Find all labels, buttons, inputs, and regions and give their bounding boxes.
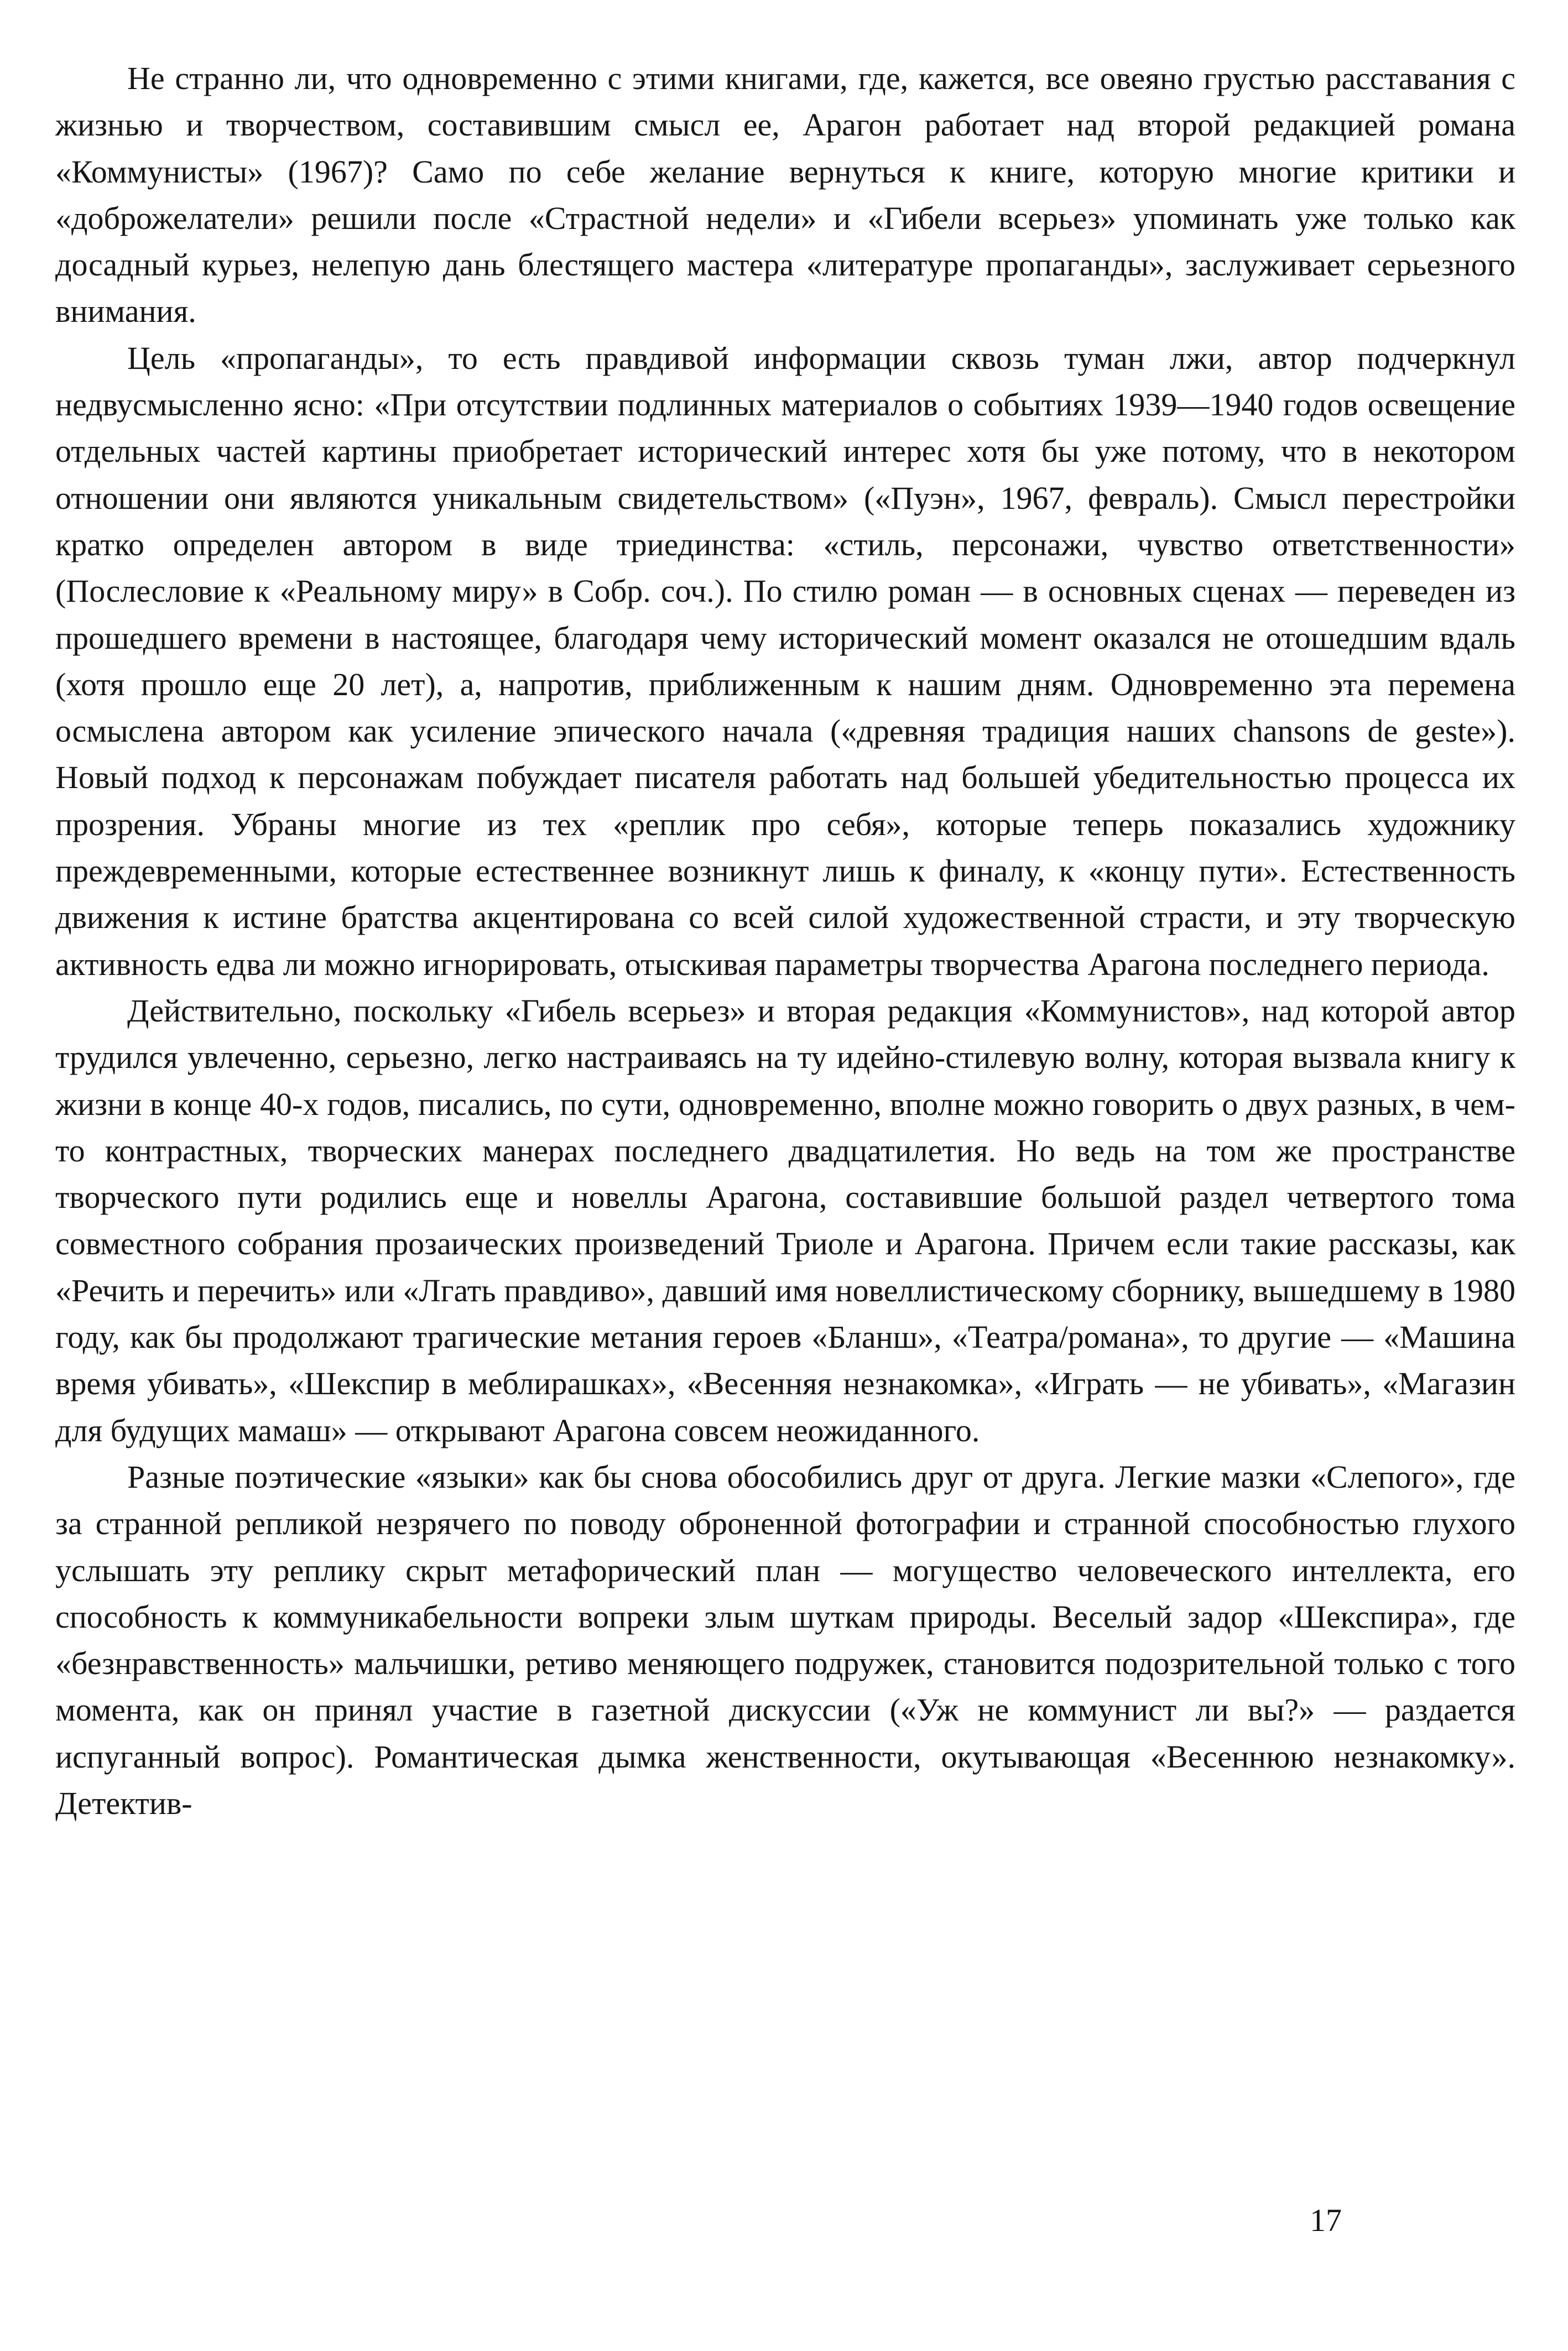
page-number: 17 [1310, 2202, 1342, 2238]
paragraph-3: Действительно, поскольку «Гибель всерьез» и вторая редакция «Коммунистов», над которой автор трудился увлеченно, серьезно, легко настраиваясь на ту идейно-стилевую волну, которая вызвала книгу к жизни в конце 40-х годов, писались, по сути, одновременно, вполне можно говорить о двух разных, в чем-то контрастных, творческих манерах последнего двадцатилетия. Но ведь на том же пространстве творческого пути родились еще и новеллы Арагона, составившие большой раздел четвертого тома совместного собрания прозаических произведений Триоле и Арагона. Причем если такие рассказы, как «Речить и перечить» или «Лгать правдиво», давший имя новеллистическому сборнику, вышедшему в 1980 году, как бы продолжают трагические метания героев «Бланш», «Театра/романа», то другие — «Машина время убивать», «Шекспир в меблирашках», «Весенняя незнакомка», «Играть — не убивать», «Магазин для будущих мамаш» — открывают Арагона совсем неожиданного. [55, 992, 1515, 1448]
paragraph-2: Цель «пропаганды», то есть правдивой информации сквозь туман лжи, автор подчеркнул недвусмысленно ясно: «При отсутствии подлинных материалов о событиях 1939—1940 годов освещение отдельных частей картины приобретает исторический интерес хотя бы уже потому, что в некотором отношении они являются уникальным свидетельством» («Пуэн», 1967, февраль). Смысл перестройки кратко определен автором в виде триединства: «стиль, персонажи, чувство ответственности» (Послесловие к «Реальному миру» в Собр. соч.). По стилю роман — в основных сценах — переведен из прошедшего времени в настоящее, благодаря чему исторический момент оказался не отошедшим вдаль (хотя прошло еще 20 лет), а, напротив, приближенным к нашим дням. Одновременно эта перемена осмыслена автором как усиление эпического начала («древняя традиция наших chansons de geste»). Новый подход к персонажам побуждает писателя работать над большей убедительностью процесса их прозрения. Убраны многие из тех «реплик про себя», которые теперь показались художнику преждевременными, которые естественнее возникнут лишь к финалу, к «концу пути». Естественность движения к истине братства акцентирована со всей силой художественной страсти, и эту творческую активность едва ли можно игнорировать, отыскивая параметры творчества Арагона последнего периода. [55, 340, 1515, 982]
body-text [55, 55, 1515, 1827]
document-page [55, 55, 1515, 2290]
paragraph-1: Не странно ли, что одновременно с этими книгами, где, кажется, все овеяно грустью расставания с жизнью и творчеством, составившим смысл ее, Арагон работает над второй редакцией романа «Коммунисты» (1967)? Само по себе желание вернуться к книге, которую многие критики и «доброжелатели» решили после «Страстной недели» и «Гибели всерьез» упоминать уже только как досадный курьез, нелепую дань блестящего мастера «литературе пропаганды», заслуживает серьезного внимания. [55, 60, 1515, 330]
paragraph-4: Разные поэтические «языки» как бы снова обособились друг от друга. Легкие мазки «Слепого», где за странной репликой незрячего по поводу оброненной фотографии и странной способностью глухого услышать эту реплику скрыт метафорический план — могущество человеческого интеллекта, его способность к коммуникабельности вопреки злым шуткам природы. Веселый задор «Шекспира», где «безнравственность» мальчишки, ретиво меняющего подружек, становится подозрительной только с того момента, как он принял участие в газетной дискуссии («Уж не коммунист ли вы?» — раздается испуганный вопрос). Романтическая дымка женственности, окутывающая «Весеннюю незнакомку». Детектив- [55, 1458, 1515, 1821]
